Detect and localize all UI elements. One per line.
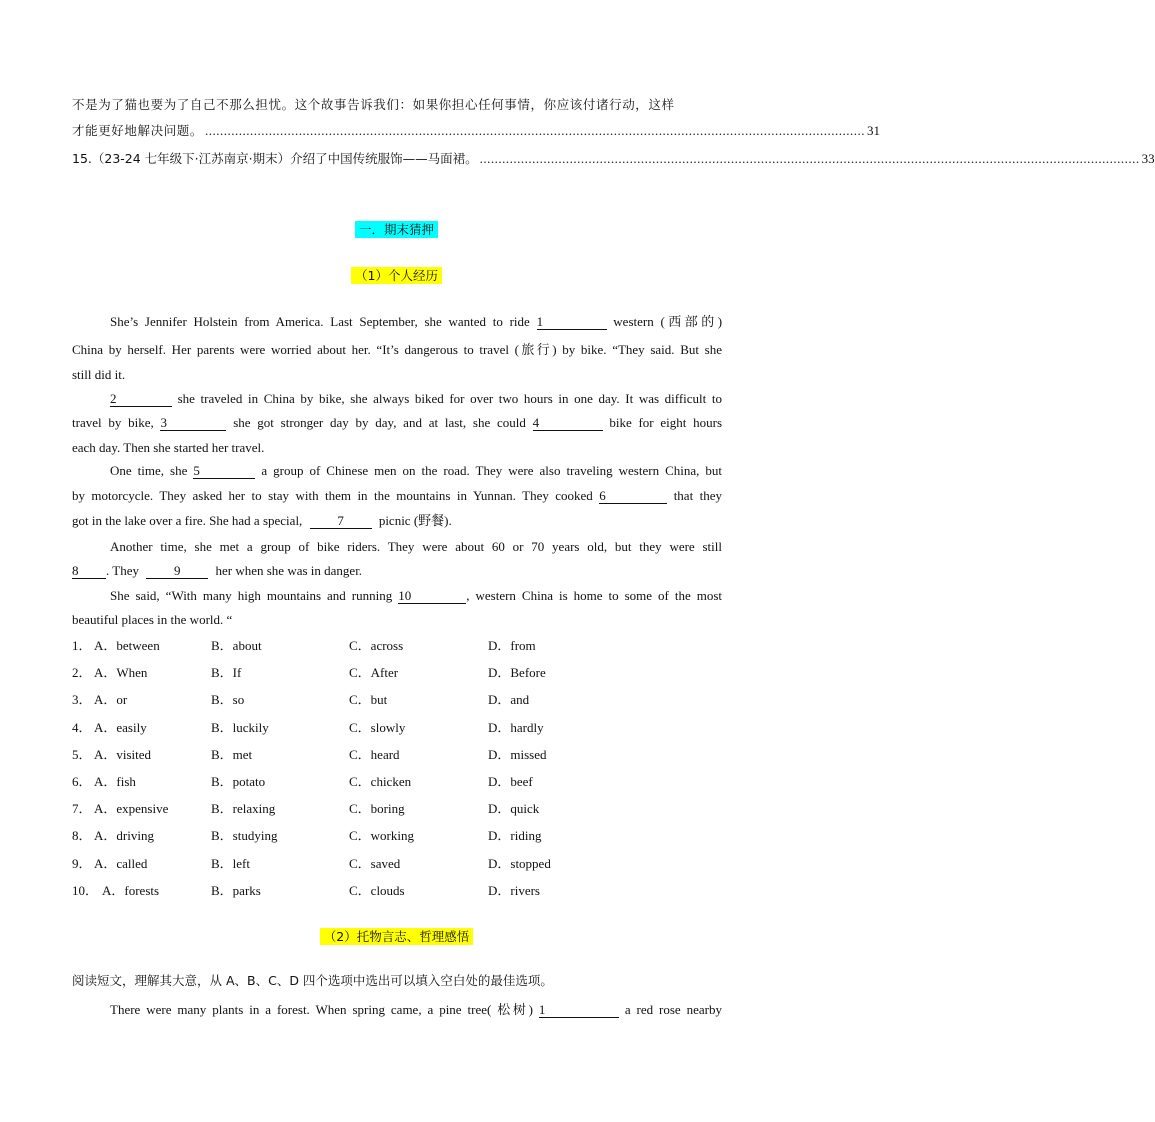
option-a[interactable]: A．easily [94,719,147,735]
question-number: 5． [72,746,92,762]
option-b[interactable]: B．met [211,746,253,762]
passage-line: There were many plants in a forest. When spring came, a pine tree( 松树) 1 a red rose nearby [110,1002,722,1017]
toc-entry-text: 15.（23-24 七年级下·江苏南京·期末）介绍了中国传统服饰——马面裙。 [72,151,478,166]
passage-line: each day. Then she started her travel. [72,440,265,455]
passage-line: by motorcycle. They asked her to stay with them in the mountains in Yunnan. They cooked 6 that they [72,488,722,503]
toc-leader-dots: ................................................................................................................................................................................ [479,151,1140,166]
passage-line: still did it. [72,367,126,382]
option-a[interactable]: A．forests [102,882,160,898]
question-number: 10． [72,882,99,898]
option-row [72,827,722,845]
option-a[interactable]: A．between [94,638,160,653]
option-b[interactable]: B．potato [211,774,266,789]
option-c[interactable]: C．After [349,665,399,681]
option-a[interactable]: A．visited [94,746,152,762]
passage-line: beautiful places in the world. “ [72,612,233,627]
option-b[interactable]: B．so [211,692,245,708]
option-row [72,800,722,818]
toc-entry-text: 才能更好地解决问题。 [72,123,204,138]
option-b[interactable]: B．studying [211,828,278,844]
option-c[interactable]: C．chicken [349,774,412,789]
section-title-wrap [0,220,793,238]
question-number: 6． [72,774,92,789]
option-a[interactable]: A．or [94,692,128,708]
blank-4[interactable]: 4 [533,416,603,431]
passage-line: 2 she traveled in China by bike, she always biked for over two hours in one day. It was difficult to [110,391,722,406]
section-title: 一．期末猜押 [355,221,438,238]
option-row [72,773,722,791]
blank-1[interactable]: 1 [537,315,607,330]
option-d[interactable]: D．Before [488,665,546,681]
toc-leader-dots: ................................................................................................................................................................................ [205,123,866,138]
toc-page-number: 33 [1141,151,1155,166]
passage-line: She’s Jennifer Holstein from America. Last September, she wanted to ride 1 western (西部的) [110,314,723,329]
option-a[interactable]: A．driving [94,828,154,844]
option-row [72,719,722,737]
option-c[interactable]: C．heard [349,746,400,762]
option-c[interactable]: C．saved [349,855,401,871]
blank-10[interactable]: 10 [398,589,466,604]
option-b[interactable]: B．relaxing [211,801,276,817]
option-row [72,637,722,655]
blank-p2-1[interactable]: 1 [539,1003,619,1018]
passage-line: got in the lake over a fire. She had a special, 7 picnic (野餐). [72,513,452,528]
blank-3[interactable]: 3 [160,416,226,431]
option-c[interactable]: C．clouds [349,882,405,898]
blank-7[interactable]: 7 [310,514,372,529]
option-d[interactable]: D．quick [488,801,540,817]
option-d[interactable]: D．stopped [488,855,551,871]
option-b[interactable]: B．about [211,638,262,653]
option-d[interactable]: D．hardly [488,719,544,735]
question-number: 4． [72,719,92,735]
option-d[interactable]: D．from [488,638,536,653]
option-c[interactable]: C．boring [349,801,405,817]
passage-line: travel by bike, 3 she got stronger day by day, and at last, she could 4 bike for eight hours [72,415,723,430]
blank-2[interactable]: 2 [110,392,172,407]
option-b[interactable]: B．left [211,855,250,871]
option-row [72,882,722,900]
part2-title-wrap [0,927,793,945]
part1-title: （1）个人经历 [351,267,442,284]
passage-line: Another time, she met a group of bike riders. They were about 60 or 70 years old, but they were still [110,539,722,554]
option-row [72,855,722,873]
toc-line-1: 不是为了猫也要为了自己不那么担忧。这个故事告诉我们：如果你担心任何事情，你应该付诸行动，这样 [72,97,675,112]
option-c[interactable]: C．slowly [349,719,406,735]
toc-entry-15[interactable] [72,150,1155,168]
question-number: 9． [72,855,92,871]
option-a[interactable]: A．expensive [94,801,169,817]
option-row [72,746,722,764]
option-a[interactable]: A．called [94,855,148,871]
instruction-text: 阅读短文，理解其大意，从 A、B、C、D 四个选项中选出可以填入空白处的最佳选项。 [72,973,553,988]
passage-line: She said, “With many high mountains and running 10 , western China is home to some of the most [110,588,722,603]
option-d[interactable]: D．beef [488,774,533,789]
option-row [72,664,722,682]
option-row [72,691,722,709]
question-number: 3． [72,692,92,708]
passage-line: 8 . They 9 her when she was in danger. [72,563,363,578]
passage-line: China by herself. Her parents were worried about her. “It’s dangerous to travel (旅行) by bike. “They said. But she [72,342,722,357]
passage-line: One time, she 5 a group of Chinese men on the road. They were also traveling western China, but [110,463,722,478]
option-b[interactable]: B．If [211,665,242,681]
question-number: 1． [72,638,92,653]
option-d[interactable]: D．and [488,692,530,708]
blank-6[interactable]: 6 [599,489,667,504]
toc-page-number: 31 [867,123,881,138]
option-b[interactable]: B．luckily [211,719,269,735]
option-a[interactable]: A．When [94,665,148,681]
option-c[interactable]: C．working [349,828,415,844]
option-d[interactable]: D．rivers [488,882,540,898]
option-a[interactable]: A．fish [94,774,136,789]
question-number: 2． [72,665,92,681]
part2-title: （2）托物言志、哲理感悟 [320,928,473,945]
part1-title-wrap [0,266,793,284]
blank-9[interactable]: 9 [146,564,208,579]
option-c[interactable]: C．but [349,692,388,708]
question-number: 8． [72,828,92,844]
blank-5[interactable]: 5 [193,464,255,479]
option-d[interactable]: D．riding [488,828,542,844]
option-c[interactable]: C．across [349,638,404,653]
blank-8[interactable]: 8 [72,564,106,579]
option-b[interactable]: B．parks [211,882,261,898]
toc-entry-14[interactable] [72,122,881,140]
option-d[interactable]: D．missed [488,746,547,762]
question-number: 7． [72,801,92,817]
